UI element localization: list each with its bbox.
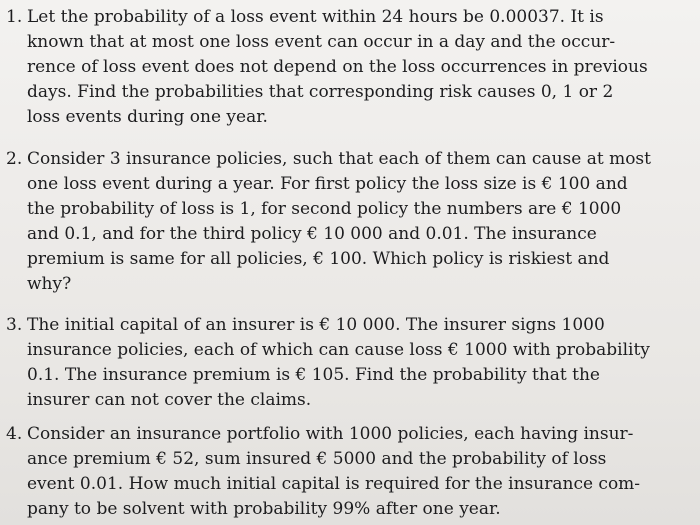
problem-text bbox=[27, 147, 651, 297]
text-line: ance premium € 52, sum insured € 5000 and the probability of loss bbox=[27, 449, 607, 469]
problem-number: 2. bbox=[6, 149, 23, 169]
text-line: Consider 3 insurance policies, such that each of them can cause at most bbox=[27, 149, 651, 169]
text-line: insurer can not cover the claims. bbox=[27, 390, 312, 410]
text-line: why? bbox=[27, 274, 72, 294]
text-line: and 0.1, and for the third policy € 10 000 and 0.01. The insurance bbox=[27, 224, 597, 244]
text-line: event 0.01. How much initial capital is required for the insurance com- bbox=[27, 474, 641, 494]
text-line: one loss event during a year. For first policy the loss size is € 100 and bbox=[27, 174, 628, 194]
problem-text bbox=[27, 422, 640, 522]
text-line: the probability of loss is 1, for second policy the numbers are € 1000 bbox=[27, 199, 622, 219]
problem-number: 3. bbox=[6, 315, 23, 335]
text-line: insurance policies, each of which can cause loss € 1000 with probability bbox=[27, 340, 650, 360]
text-line: pany to be solvent with probability 99% after one year. bbox=[27, 499, 501, 519]
problem-number: 4. bbox=[6, 424, 23, 444]
text-line: The initial capital of an insurer is € 10 000. The insurer signs 1000 bbox=[27, 315, 605, 335]
text-line: premium is same for all policies, € 100. Which policy is riskiest and bbox=[27, 249, 610, 269]
text-line: Consider an insurance portfolio with 1000 policies, each having insur- bbox=[27, 424, 634, 444]
problem-text bbox=[27, 313, 650, 413]
problem-text bbox=[27, 5, 648, 130]
text-line: days. Find the probabilities that corresponding risk causes 0, 1 or 2 bbox=[27, 82, 614, 102]
problem-number: 1. bbox=[6, 7, 23, 27]
text-line: rence of loss event does not depend on the loss occurrences in previous bbox=[27, 57, 648, 77]
text-line: known that at most one loss event can occur in a day and the occur- bbox=[27, 32, 616, 52]
text-line: Let the probability of a loss event within 24 hours be 0.00037. It is bbox=[27, 7, 604, 27]
text-line: 0.1. The insurance premium is € 105. Find the probability that the bbox=[27, 365, 600, 385]
text-line: loss events during one year. bbox=[27, 107, 268, 127]
